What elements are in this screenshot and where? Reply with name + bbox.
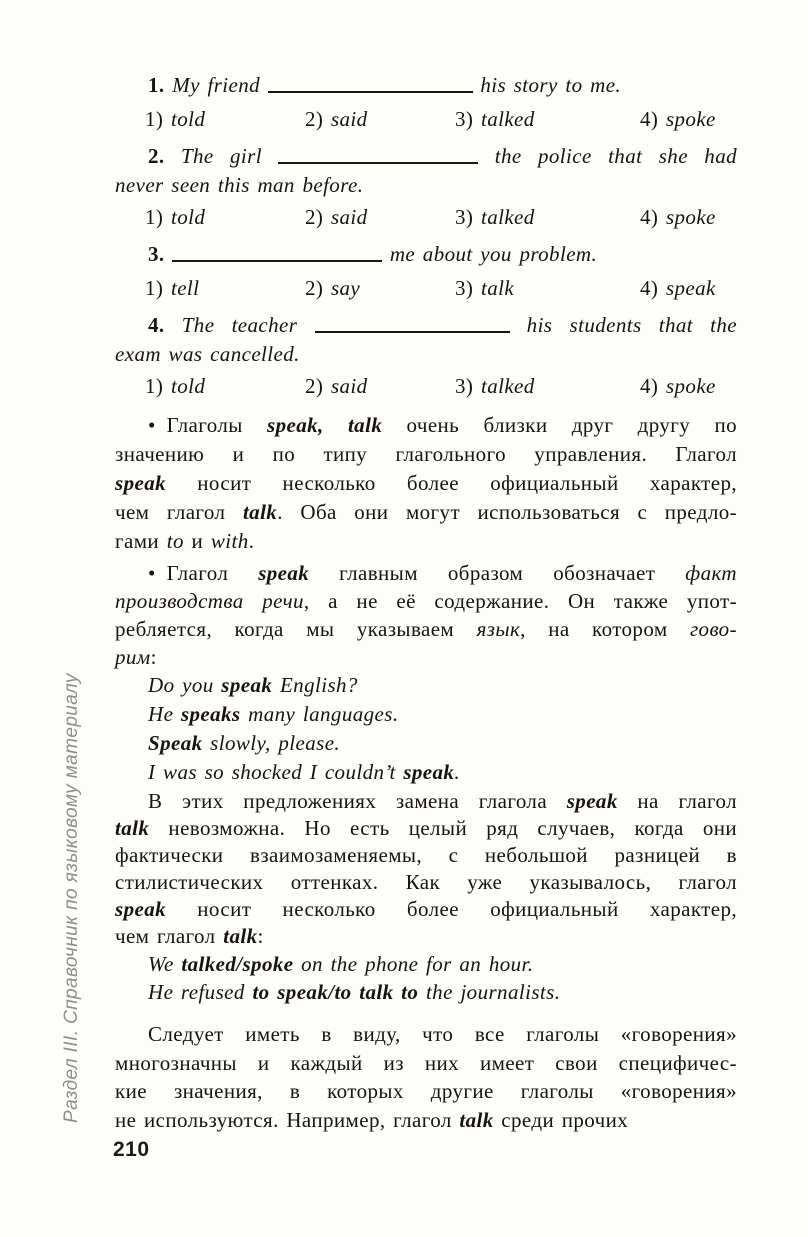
text-segment: носит несколько более официальный характер, <box>166 471 737 495</box>
text-line <box>115 311 737 340</box>
option-number: 3) <box>455 374 481 398</box>
option-word: said <box>330 374 368 398</box>
text-segment: производства речи <box>115 589 304 613</box>
option-number: 1) <box>145 374 171 398</box>
text-segment: на глагол <box>617 789 738 813</box>
text-line <box>115 1049 737 1078</box>
option-number: 1) <box>145 205 171 229</box>
text-segment: exam was cancelled. <box>115 342 300 366</box>
option-number: 3) <box>455 205 481 229</box>
text-segment: . Оба они могут использоваться с предло- <box>277 500 738 524</box>
text-segment: не используются. Например, глагол <box>115 1107 460 1132</box>
text-segment: talk <box>242 500 278 524</box>
text-line <box>115 240 737 269</box>
paragraph-verbs-of-speaking <box>115 1020 737 1134</box>
text-segment: speaks <box>180 702 241 726</box>
answer-option <box>455 274 514 303</box>
option-number: 3) <box>455 107 481 131</box>
text-segment: to speak/to talk to <box>252 980 419 1004</box>
text-segment: on the phone for an hour. <box>293 952 534 976</box>
text-segment: He <box>148 702 181 726</box>
option-number: 4) <box>640 276 666 300</box>
text-line <box>115 978 737 1006</box>
answer-options-1 <box>115 105 737 134</box>
text-segment: язык <box>476 617 521 641</box>
text-line <box>115 842 737 869</box>
text-segment: Следует иметь в виду, что все глаголы «говорения» <box>148 1022 737 1046</box>
answer-option <box>305 203 368 232</box>
fill-in-blank <box>315 331 510 333</box>
text-segment: рим <box>115 645 151 669</box>
option-number: 2) <box>305 107 331 131</box>
text-segment: speak <box>403 760 455 784</box>
fill-in-blank <box>172 260 382 262</box>
text-line <box>115 643 737 671</box>
text-segment: slowly, please. <box>202 731 341 755</box>
text-segment: speak <box>221 673 273 697</box>
answer-option <box>455 203 535 232</box>
text-segment: talk <box>459 1107 494 1132</box>
option-number: 4) <box>640 374 666 398</box>
text-segment: очень близки друг другу по <box>382 413 737 437</box>
text-segment: : <box>257 924 264 948</box>
text-line <box>115 469 737 498</box>
text-segment: never seen this man before. <box>115 173 364 197</box>
text-line <box>115 950 737 978</box>
exercise-question-1 <box>115 71 737 100</box>
option-word: spoke <box>665 205 716 229</box>
exercise-question-2 <box>115 142 737 200</box>
text-segment: his students that the <box>509 313 738 337</box>
option-word: talk <box>480 276 515 300</box>
text-segment: невозможна. Но есть целый ряд случаев, когда они <box>149 816 737 840</box>
text-line <box>115 411 737 440</box>
text-line <box>115 615 737 643</box>
text-segment: • Глаголы <box>148 413 268 437</box>
text-segment: носит несколько более официальный характер, <box>166 897 737 921</box>
text-segment: many languages. <box>240 702 399 726</box>
text-line <box>115 171 737 200</box>
text-line <box>115 1020 737 1049</box>
text-line <box>115 729 737 758</box>
text-segment: стилистических оттенках. Как уже указывалось, глагол <box>115 870 737 894</box>
answer-option <box>145 105 205 134</box>
text-segment: , а не её содержание. Он также упот- <box>303 589 737 613</box>
option-number: 3) <box>455 276 481 300</box>
option-word: said <box>330 107 368 131</box>
text-segment: . <box>454 760 460 784</box>
option-word: said <box>330 205 368 229</box>
option-word: told <box>170 107 206 131</box>
text-line <box>115 498 737 527</box>
text-segment: the journalists. <box>418 980 561 1004</box>
text-segment: We <box>148 952 182 976</box>
text-line <box>115 71 737 100</box>
option-word: tell <box>170 276 200 300</box>
fill-in-blank <box>278 162 478 164</box>
answer-option <box>640 105 716 134</box>
example-sentences-talked-spoke <box>115 950 737 1006</box>
text-line <box>115 896 737 923</box>
option-number: 4) <box>640 107 666 131</box>
option-word: told <box>170 205 206 229</box>
sidebar-section-label: Раздел III. Справочник по языковому материалу <box>61 673 82 1123</box>
option-number: 2) <box>305 205 331 229</box>
option-word: talked <box>480 107 535 131</box>
answer-option <box>145 203 205 232</box>
text-segment: his story to me. <box>472 73 622 97</box>
option-word: spoke <box>665 107 716 131</box>
text-segment: гами <box>115 529 167 553</box>
text-segment: talk <box>223 924 258 948</box>
text-segment: with <box>210 529 249 553</box>
text-segment: talk <box>115 816 150 840</box>
text-block <box>115 71 737 1134</box>
text-segment: главным образом обозначает <box>309 561 686 585</box>
answer-option <box>455 105 535 134</box>
text-segment: I was so shocked I couldn’t <box>148 760 404 784</box>
answer-options-3 <box>115 274 737 303</box>
text-line <box>115 700 737 729</box>
option-number: 1) <box>145 276 171 300</box>
text-segment: многозначны и каждый из них имеет свои специфичес- <box>115 1050 737 1075</box>
option-number: 1) <box>145 107 171 131</box>
text-line <box>115 1106 737 1135</box>
text-line <box>115 671 737 700</box>
text-segment: • Глагол <box>148 561 259 585</box>
text-segment: чем глагол <box>115 500 243 524</box>
option-word: told <box>170 374 206 398</box>
text-line <box>115 559 737 587</box>
answer-option <box>640 203 716 232</box>
exercise-question-4 <box>115 311 737 369</box>
text-segment: Do you <box>148 673 222 697</box>
text-segment: . <box>248 529 255 553</box>
answer-option <box>455 372 535 401</box>
text-line <box>115 869 737 896</box>
text-segment: English? <box>272 673 358 697</box>
text-segment: фактически взаимозаменяемы, с небольшой разницей в <box>115 843 737 867</box>
answer-option <box>305 274 360 303</box>
text-segment: speak <box>566 789 618 813</box>
text-segment: speak <box>115 897 166 921</box>
text-segment: me about you problem. <box>382 242 598 266</box>
text-segment: среди прочих <box>493 1107 629 1132</box>
text-segment: кие значения, в которых другие глаголы «говорения» <box>115 1079 737 1103</box>
option-number: 2) <box>305 276 331 300</box>
text-segment: В этих предложениях замена глагола <box>148 789 567 813</box>
text-segment: и <box>183 529 211 553</box>
answer-option <box>145 274 199 303</box>
answer-option <box>145 372 205 401</box>
text-segment: гово- <box>689 617 737 641</box>
example-sentences-speak <box>115 671 737 787</box>
option-number: 2) <box>305 374 331 398</box>
text-segment: значению и по типу глагольного управления. Глагол <box>115 442 737 466</box>
text-line <box>115 142 737 171</box>
text-segment: speak, talk <box>267 413 383 437</box>
paragraph-interchangeability <box>115 788 737 950</box>
text-segment: 3. <box>148 242 165 266</box>
text-line <box>115 440 737 469</box>
text-segment: to <box>166 529 184 553</box>
fill-in-blank <box>268 91 473 93</box>
exercise-question-3 <box>115 240 737 269</box>
text-segment: Speak <box>148 731 203 755</box>
usage-note-speak-fact <box>115 559 737 671</box>
option-word: talked <box>480 374 535 398</box>
text-segment: speak <box>115 471 166 495</box>
answer-option <box>305 372 368 401</box>
text-segment: 1. <box>148 73 165 97</box>
answer-option <box>640 274 716 303</box>
text-segment: ребляется, когда мы указываем <box>115 617 477 641</box>
option-word: speak <box>665 276 716 300</box>
text-segment: The girl <box>164 144 279 168</box>
option-word: talked <box>480 205 535 229</box>
text-line <box>115 758 737 787</box>
option-word: say <box>330 276 361 300</box>
text-segment: 4. <box>148 313 165 337</box>
option-word: spoke <box>665 374 716 398</box>
text-line <box>115 923 737 950</box>
text-segment: speak <box>258 561 310 585</box>
text-line <box>115 788 737 815</box>
text-line <box>115 587 737 615</box>
text-line <box>115 527 737 556</box>
text-segment: 2. <box>148 144 165 168</box>
page-number: 210 <box>113 1138 150 1161</box>
option-number: 4) <box>640 205 666 229</box>
text-segment: чем глагол <box>115 924 224 948</box>
text-segment: My friend <box>164 73 268 97</box>
text-segment <box>165 242 173 266</box>
text-line <box>115 815 737 842</box>
text-segment: факт <box>685 561 738 585</box>
usage-note-speak-talk <box>115 411 737 556</box>
text-segment: the police that she had <box>478 144 737 168</box>
text-segment: , на котором <box>520 617 690 641</box>
answer-options-4 <box>115 372 737 401</box>
text-segment: The teacher <box>164 313 315 337</box>
text-segment: : <box>150 645 157 669</box>
answer-options-2 <box>115 203 737 232</box>
text-segment: talked/spoke <box>181 952 294 976</box>
text-segment: He refused <box>148 980 253 1004</box>
text-line <box>115 340 737 369</box>
answer-option <box>305 105 368 134</box>
answer-option <box>640 372 716 401</box>
text-line <box>115 1077 737 1106</box>
